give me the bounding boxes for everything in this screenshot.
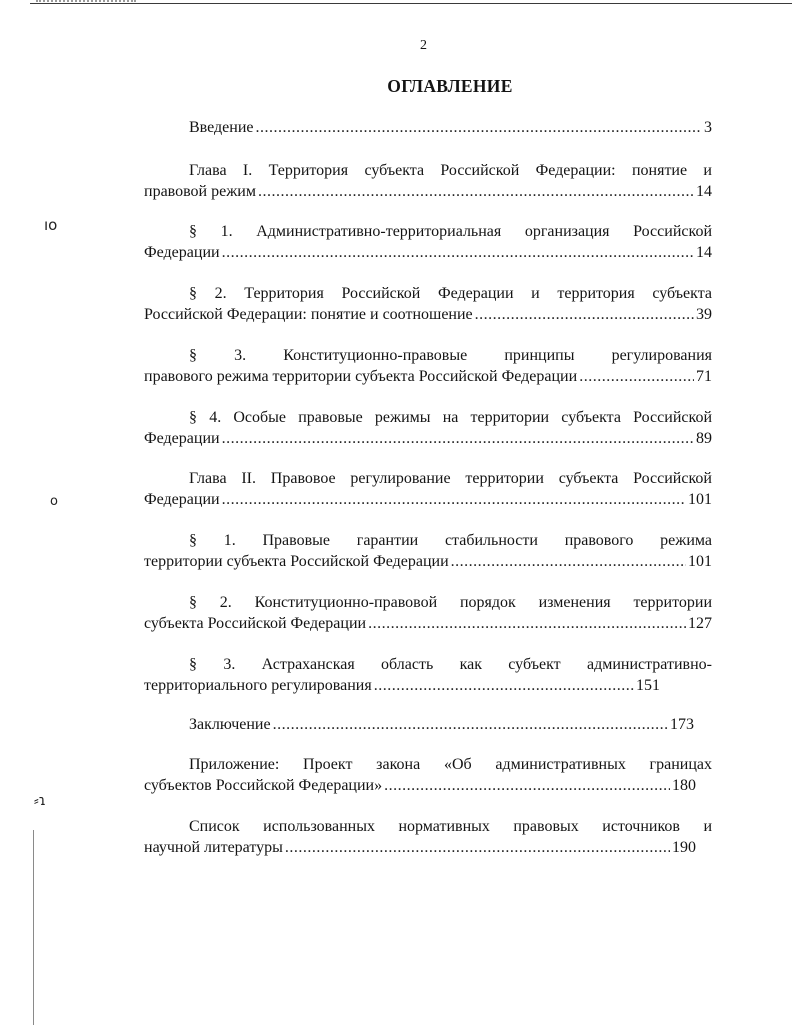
toc-leader-line xyxy=(144,428,712,449)
toc-dot-leader xyxy=(451,551,686,572)
page-title: ОГЛАВЛЕНИЕ xyxy=(387,76,513,96)
toc-page-number: 173 xyxy=(670,716,694,733)
toc-page-number: 101 xyxy=(688,491,712,508)
toc-entry-title-line-1: Приложение: Проект закона «Об административных границах xyxy=(189,756,712,773)
toc-entry-chapter-2 xyxy=(144,468,712,510)
toc-entry-title-line-2: научной литературы xyxy=(144,839,283,856)
toc-dot-leader xyxy=(273,714,668,735)
toc-entry-title-line-1: § 2. Территория Российской Федерации и территория субъекта xyxy=(189,285,712,302)
toc-leader-line xyxy=(144,837,712,858)
toc-entry-title-line-1: § 4. Особые правовые режимы на территории субъекта Российской xyxy=(189,409,712,426)
toc-leader-line xyxy=(144,675,712,696)
toc-dot-leader xyxy=(222,242,694,263)
toc-page-number: 89 xyxy=(696,430,712,447)
toc-entry-title-line-1: Глава II. Правовое регулирование территории субъекта Российской xyxy=(189,470,712,487)
scan-top-edge-marks xyxy=(36,0,136,5)
toc-dot-leader xyxy=(475,304,694,325)
toc-dot-leader xyxy=(285,837,670,858)
toc-entry-title-line-1: Список использованных нормативных правовых источников и xyxy=(189,818,712,835)
toc-leader-line xyxy=(144,304,712,325)
toc-entry-title-line-2: правового режима территории субъекта Российской Федерации xyxy=(144,368,578,385)
toc-leader-line xyxy=(144,489,712,510)
toc-page-number: 14 xyxy=(696,183,712,200)
toc-entry-ch1-section-2 xyxy=(144,283,712,325)
toc-entry-title-line-1: § 1. Правовые гарантии стабильности правового режима xyxy=(189,532,712,549)
toc-entry-title-line-2: Федерации xyxy=(144,244,220,261)
toc-entry-appendix xyxy=(144,754,712,796)
toc-leader-line xyxy=(144,551,712,572)
toc-entry-title-line-1: § 3. Конституционно-правовые принципы регулирования xyxy=(189,347,712,364)
toc-entry-title-line-1: Глава I. Территория субъекта Российской Федерации: понятие и xyxy=(189,162,712,179)
toc-entry-title-line-2: субъекта Российской Федерации xyxy=(144,615,367,632)
toc-page-number: 101 xyxy=(688,553,712,570)
toc-leader-line xyxy=(144,181,712,202)
binding-scribble-mark-icon: ⸗ɿ xyxy=(34,793,47,809)
toc-dot-leader xyxy=(368,613,686,634)
toc-entry-title-line-2: Федерации xyxy=(144,491,220,508)
toc-entry-title-line-2: правовой режим xyxy=(144,183,256,200)
toc-dot-leader xyxy=(222,489,686,510)
toc-entry-title-line-2: Российской Федерации: понятие и соотношение xyxy=(144,306,473,323)
toc-leader-line xyxy=(144,242,712,263)
toc-leader-line xyxy=(144,714,712,735)
toc-entry-chapter-1 xyxy=(144,160,712,202)
toc-leader-line xyxy=(144,366,712,387)
toc-entry-title-line-1: § 1. Административно-территориальная организация Российской xyxy=(189,223,712,240)
toc-dot-leader xyxy=(384,775,670,796)
toc-entry-ch1-section-3 xyxy=(144,345,712,387)
toc-entry-title: Заключение xyxy=(189,716,271,733)
toc-page-number: 190 xyxy=(672,839,696,856)
toc-entry-title-line-2: Федерации xyxy=(144,430,220,447)
toc-entry-ch2-section-2 xyxy=(144,592,712,634)
toc-page-number: 71 xyxy=(696,368,712,385)
toc-entry-bibliography xyxy=(144,816,712,858)
toc-entry-title-line-1: § 3. Астраханская область как субъект административно- xyxy=(189,656,712,673)
toc-entry-introduction xyxy=(144,117,712,138)
toc-entry-ch2-section-3 xyxy=(144,654,712,696)
binding-hole-mark-icon: o xyxy=(50,494,58,509)
toc-page-number: 14 xyxy=(696,244,712,261)
toc-dot-leader xyxy=(256,117,703,138)
toc-dot-leader xyxy=(579,366,694,387)
toc-entry-title: Введение xyxy=(189,119,254,136)
toc-entry-title-line-2: территории субъекта Российской Федерации xyxy=(144,553,449,570)
toc-page-number: 127 xyxy=(688,615,712,632)
page-number: 2 xyxy=(420,38,427,53)
toc-entry-ch2-section-1 xyxy=(144,530,712,572)
toc-entry-conclusion xyxy=(144,714,712,735)
toc-leader-line xyxy=(144,613,712,634)
toc-entry-ch1-section-1 xyxy=(144,221,712,263)
toc-page-number: 180 xyxy=(672,777,696,794)
toc-entry-title-line-2: субъектов Российской Федерации» xyxy=(144,777,383,794)
toc-page-number: 39 xyxy=(696,306,712,323)
toc-leader-line xyxy=(144,117,712,138)
toc-entry-title-line-1: § 2. Конституционно-правовой порядок изменения территории xyxy=(189,594,712,611)
scan-top-edge-line xyxy=(30,3,792,4)
toc-dot-leader xyxy=(258,181,694,202)
toc-page-number: 151 xyxy=(636,677,660,694)
toc-dot-leader xyxy=(374,675,634,696)
binding-hole-mark-icon: ıo xyxy=(44,216,58,234)
toc-dot-leader xyxy=(222,428,694,449)
toc-entry-ch1-section-4 xyxy=(144,407,712,449)
toc-page-number: 3 xyxy=(704,119,712,136)
scan-margin-line xyxy=(33,830,34,1025)
toc-entry-title-line-2: территориального регулирования xyxy=(144,677,372,694)
toc-leader-line xyxy=(144,775,712,796)
